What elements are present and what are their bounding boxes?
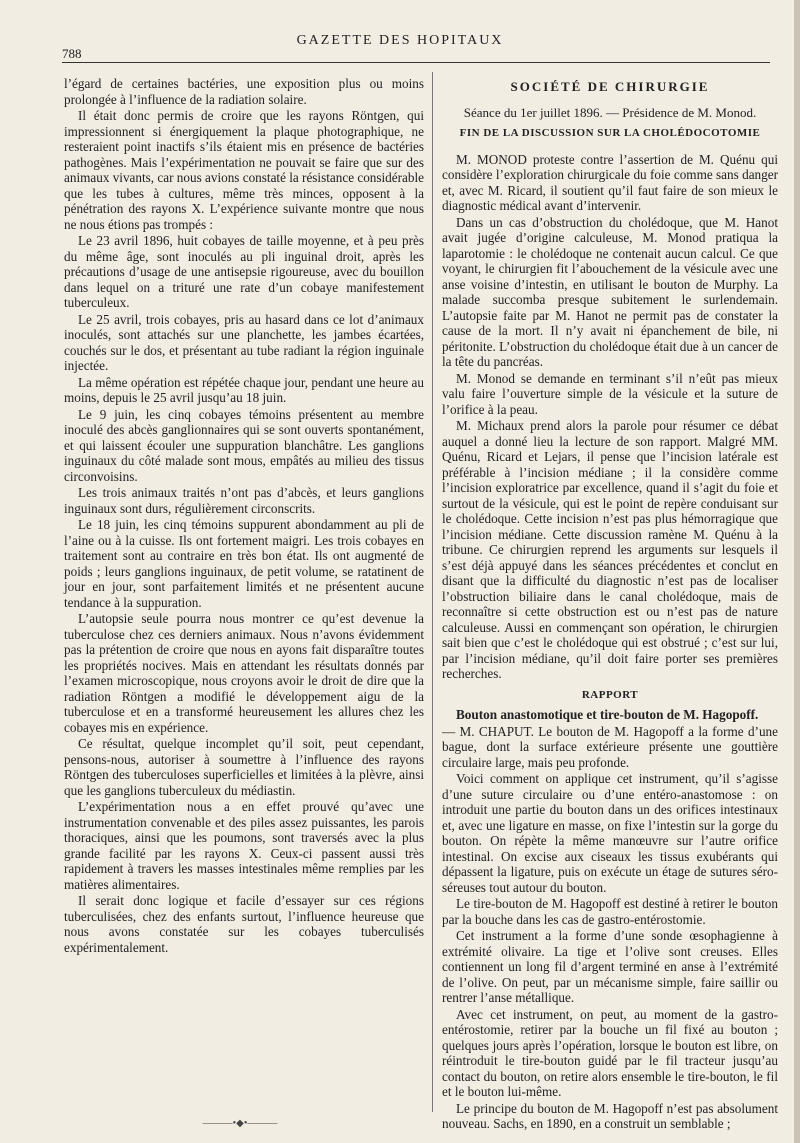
paragraph: Dans un cas d’obstruction du cholédoque, que M. Hanot avait jugée d’origine calculeuse, M. Monod pratiqua la laparotomie : le cholédoque ne contenait aucun calcul. Ce que voyant, le chirurgien fit l’abouchement de la vésicule avec une anse voisine d’intestin, en utilisant le bouton de Murphy. La malade succomba presque subitement le surlendemain. L’autopsie faite par M. Hanot ne permit pas de constater la cause de la mort. Il n’y avait ni épanchement de bile, ni péritonite. L’obstruction du cholédoque était due à un cancer de la tête du pancréas. — [442, 214, 778, 369]
paragraph: Avec cet instrument, on peut, au moment de la gastro-entérostomie, retirer par la bouche un fil fixé au bouton ; quelques jours après l’opération, lorsque le bouton est libre, on réintroduit le tire-bouton guidé par le fil tracteur jusqu’au contact du bouton, on retire alors ensemble le tire-bouton, le fil et le bouton lui-même. — [442, 1006, 778, 1099]
seance-line: Séance du 1er juillet 1896. — Présidence de M. Monod. — [463, 104, 757, 120]
paragraph: M. MONOD proteste contre l’assertion de M. Quénu qui considère l’exploration chirurgicale du foie comme sans danger et, avec M. Ricard, il soutient qu’il faut faire de son mieux le diagnostic médical avant d’intervenir. — [442, 151, 778, 213]
right-column — [442, 76, 778, 1133]
paragraph: Le 25 avril, trois cobayes, pris au hasard dans ce lot d’animaux inoculés, sont attachés sur une planchette, les jambes écartées, couchés sur le dos, et présentant au tube radiant la région inguinale injectée. — [64, 311, 424, 373]
section-title: SOCIÉTÉ DE CHIRURGIE — [510, 79, 710, 94]
paragraph: Il serait donc logique et facile d’essayer sur ces régions tuberculisées, chez des enfants surtout, l’influence heureuse que nous avons constatée sur les cobayes tuberculisés expérimentalement. — [64, 893, 424, 955]
paragraph: l’égard de certaines bactéries, une exposition plus ou moins prolongée à l’influence de la radiation solaire. — [64, 76, 424, 107]
paragraph: M. Michaux prend alors la parole pour résumer ce débat auquel a donné lieu la lecture de son rapport. Malgré MM. Quénu, Ricard et Lejars, il pense que l’incision latérale est préférable à l’incision médiane ; il la considère comme l’incision exploratrice par excellence, quand il s’agit du foie et surtout de la vésicule, qui est le point de repère conduisant sur le cholédoque. Cette incision n’est pas plus hémorragique que l’incision médiane. Cette discussion ramène M. Quénu à la tribune. Ce chirurgien reprend les arguments sur lesquels il s’est déjà appuyé dans les séances précédentes et conclut en disant que la difficulté du diagnostic n’est pas de localiser l’obstruction biliaire dans le canal cholédoque, mais de reconnaître si cette obstruction est ou n’est pas de nature calculeuse. Aussi en commençant son opération, le chirurgien sait bien que c’est le cholédoque qui est obstrué ; c’est sur lui, par l’incision médiane, qu’il doit faire porter ses premières recherches. — [442, 418, 778, 681]
page-number: 788 — [62, 46, 82, 61]
header-rule — [62, 62, 770, 63]
paragraph: Voici comment on applique cet instrument, qu’il s’agisse d’une suture circulaire ou d’une entéro-anastomose : on introduit une partie du bouton dans un des orifices intestinaux et, avec une ligature en masse, on fixe l’intestin sur la gorge du bouton. On répète la même manœuvre sur l’autre orifice intestinal. On excise aux ciseaux les tissus exubérants qui dépassent la ligature, puis on exécute un étage de sutures séro-séreuses tout autour du bouton. — [442, 771, 778, 895]
end-ornament: ———•◆•——— — [202, 1118, 278, 1129]
paragraph: Le tire-bouton de M. Hagopoff est destiné à retirer le bouton par la bouche dans les cas de gastro-entérostomie. — [442, 896, 778, 927]
paragraph: Le 23 avril 1896, huit cobayes de taille moyenne, et à peu près du même âge, sont inoculés au pli inguinal droit, après les précautions d’usage de une antisepsie rigoureuse, avec du bouillon dans lequel on a trituré une rate d’un cobaye manifestement tuberculeux. — [64, 233, 424, 310]
left-column — [64, 76, 424, 956]
paragraph: La même opération est répétée chaque jour, pendant une heure au moins, depuis le 25 avril jusqu’au 18 juin. — [64, 374, 424, 405]
page-edge — [794, 0, 800, 1143]
paragraph: Il était donc permis de croire que les rayons Röntgen, qui impressionnent si énergiquement la plaque photographique, ne resteraient point inactifs s’ils étaient mis en présence de bactéries pathogènes. Mais l’expérimentation ne pouvait se faire que sur des animaux vivants, car nous avions constaté la résistance considérable que les tubes à cultures, même très minces, opposent à la pénétration des rayons X. L’expérience suivante montre que nous ne nous étions pas trompés : — [64, 108, 424, 232]
discussion-subhead: FIN DE LA DISCUSSION SUR LA CHOLÉDOCOTOMIE — [459, 127, 761, 139]
paragraph: — M. CHAPUT. Le bouton de M. Hagopoff a la forme d’une bague, dont la surface extérieure présente une gouttière circulaire large, mais peu profonde. — [442, 723, 778, 770]
paragraph: Cet instrument a la forme d’une sonde œsophagienne à extrémité olivaire. La tige et l’olive sont creuses. Elles contiennent un long fil d’argent terminé en anse à l’extrémité de l’olive. On peut, par un mécanisme simple, faire saillir ou rentrer l’anse métallique. — [442, 928, 778, 1005]
paragraph: Le 9 juin, les cinq cobayes témoins présentent au membre inoculé des abcès ganglionnaires qui se sont ouverts spontanément, et qui laissent écouler une suppuration blanchâtre. Les ganglions inguinaux du côté malade sont mous, empâtés au milieu des tissus circonvoisins. — [64, 406, 424, 484]
paragraph: Les trois animaux traités n’ont pas d’abcès, et leurs ganglions inguinaux sont durs, régulièrement circonscrits. — [64, 485, 424, 516]
rapport-heading: RAPPORT — [581, 688, 639, 701]
paragraph: L’expérimentation nous a en effet prouvé qu’avec une instrumentation convenable et des piles assez puissantes, les parois thoraciques, ainsi que les poumons, sont traversés avec la plus grande facilité par les rayons X. Ceux-ci passent aussi très rapidement à travers les masses intestinales même remplies par les matières alimentaires. — [64, 799, 424, 892]
paragraph: M. Monod se demande en terminant s’il n’eût pas mieux valu faire l’ouverture simple de la vésicule et la suture de l’orifice à la peau. — [442, 370, 778, 417]
paragraph: L’autopsie seule pourra nous montrer ce qu’est devenue la tuberculose chez ces derniers animaux. Nous n’avons évidemment pas la prétention de croire que nous en ayons fait disparaître toutes les propriétés nocives. Mais en attendant les résultats donnés par l’examen microscopique, nous croyons avoir le droit de dire que la radiation Röntgen a modifié le développement aigu de la tuberculose et en a transformé heureusement les allures chez les cobayes mis en expérience. — [64, 611, 424, 735]
column-divider — [432, 72, 433, 1112]
paragraph: Ce résultat, quelque incomplet qu’il soit, peut cependant, pensons-nous, autoriser à soumettre à l’influence des rayons Röntgen des tuberculoses superficielles et limitées à la plèvre, ainsi que les ganglions tuberculeux du médiastin. — [64, 736, 424, 798]
rapport-title: Bouton anastomotique et tire-bouton de M. Hagopoff. — [456, 707, 759, 722]
paragraph: Le 18 juin, les cinq témoins suppurent abondamment au pli de l’aine ou à la cuisse. Ils ont fortement maigri. Les trois cobayes en traitement sont au contraire en très bon état. Ils ont augmenté de poids ; leurs ganglions inguinaux, de petit volume, se ratatinent de jour en jour, sont parfaitement limités et ne présentent aucune tendance à la suppuration. — [64, 517, 424, 610]
running-title: GAZETTE DES HOPITAUX — [296, 33, 504, 48]
paragraph: Le principe du bouton de M. Hagopoff n’est pas absolument nouveau. Sachs, en 1890, en a construit un semblable ; — [442, 1100, 778, 1131]
